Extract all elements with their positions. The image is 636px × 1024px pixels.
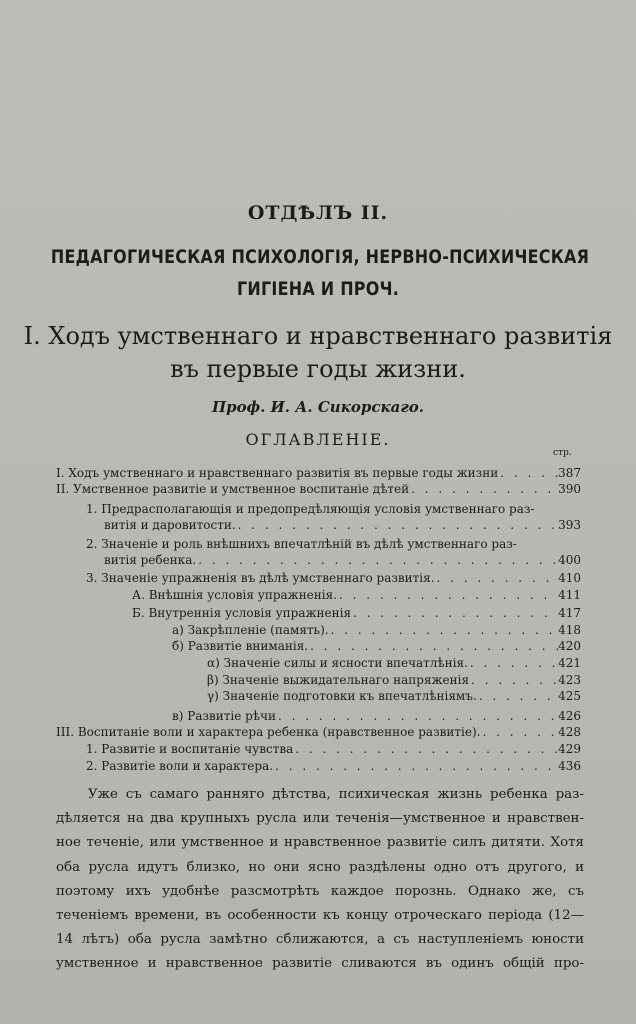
body-line: умственное и нравственное развитіе сливаются въ одинъ общій про- [56, 956, 584, 972]
body-line: ное теченіе, или умственное и нравственное развитіе силъ дитяти. Хотя [56, 835, 584, 851]
body-line: дѣляется на два крупныхъ русла или теченія—умственное и нравствен- [56, 811, 584, 827]
author-line: Проф. И. А. Сикорскаго. [211, 398, 425, 416]
toc-entry: 2. Значеніе и роль внѣшнихъ впечатлѣній въ дѣлѣ умственнаго раз- [86, 537, 517, 551]
body-line: Уже съ самаго ранняго дѣтства, психическая жизнь ребенка раз- [88, 787, 584, 802]
toc-entry: III. Воспитаніе воли и характера ребенка (нравственное развитіе). . . . 428 [56, 724, 581, 740]
body-text [56, 783, 584, 977]
toc-entry: I. Ходъ умственнаго и нравственнаго развитія въ первые годы жизни . . . 387 [56, 465, 581, 481]
body-line: 14 лѣтъ) оба русла замѣтно сближаются, а съ наступленіемъ юности [56, 932, 584, 948]
page-column-label: стр. [553, 448, 572, 458]
toc-entry: витія ребенка. . . . 400 [104, 552, 581, 568]
heading-line-2: ГИГІЕНА И ПРОЧ. [236, 278, 400, 300]
toc-entry: витія и даровитости. . . . 393 [104, 517, 581, 533]
body-line: теченіемъ времени, въ особенности къ концу отроческаго періода (12— [56, 908, 584, 924]
toc-entry: 1. Предрасполагающія и предопредѣляющія условія умственнаго раз- [86, 502, 535, 516]
toc-entry: 2. Развитіе воли и характера. . . . 436 [86, 758, 581, 774]
heading-line-1: ПЕДАГОГИЧЕСКАЯ ПСИХОЛОГІЯ, НЕРВНО-ПСИХИЧЕСКАЯ [50, 246, 590, 268]
toc-entry: 3. Значеніе упражненія въ дѣлѣ умственнаго развитія. . . . 410 [86, 570, 581, 586]
body-line: оба русла идутъ близко, но они ясно раздѣлены одно отъ другого, и [56, 859, 584, 875]
toc-entry: II. Умственное развитіе и умственное воспитаніе дѣтей . . . 390 [56, 481, 581, 497]
toc-entry: β) Значеніе выжидательнаго напряженія . . . 423 [207, 672, 581, 688]
toc-entry: Б. Внутреннія условія упражненія . . . 417 [132, 605, 581, 621]
toc-entry: в) Развитіе рѣчи . . . 426 [172, 708, 581, 724]
toc-entry: γ) Значеніе подготовки къ впечатлѣніямъ. . . . 425 [207, 688, 581, 704]
toc-entry: 1. Развитіе и воспитаніе чувства . . . 429 [86, 741, 581, 757]
toc-heading: ОГЛАВЛЕНІЕ. [245, 430, 391, 449]
chapter-title-line-2: въ первые годы жизни. [170, 355, 466, 383]
toc-entry: а) Закрѣпленіе (память). . . . 418 [172, 622, 581, 638]
body-line: поэтому ихъ удобнѣе разсмотрѣть каждое порознь. Однако же, съ [56, 883, 584, 899]
toc-entry: б) Развитіе вниманія. . . . 420 [172, 638, 581, 654]
section-title: ОТДѢЛЪ II. [247, 202, 389, 224]
toc-entry: А. Внѣшнія условія упражненія. . . . 411 [132, 587, 581, 603]
chapter-title-line-1: I. Ходъ умственнаго и нравственнаго развитія [23, 322, 613, 350]
toc-entry: α) Значеніе силы и ясности впечатлѣнія. . . . 421 [207, 655, 581, 671]
